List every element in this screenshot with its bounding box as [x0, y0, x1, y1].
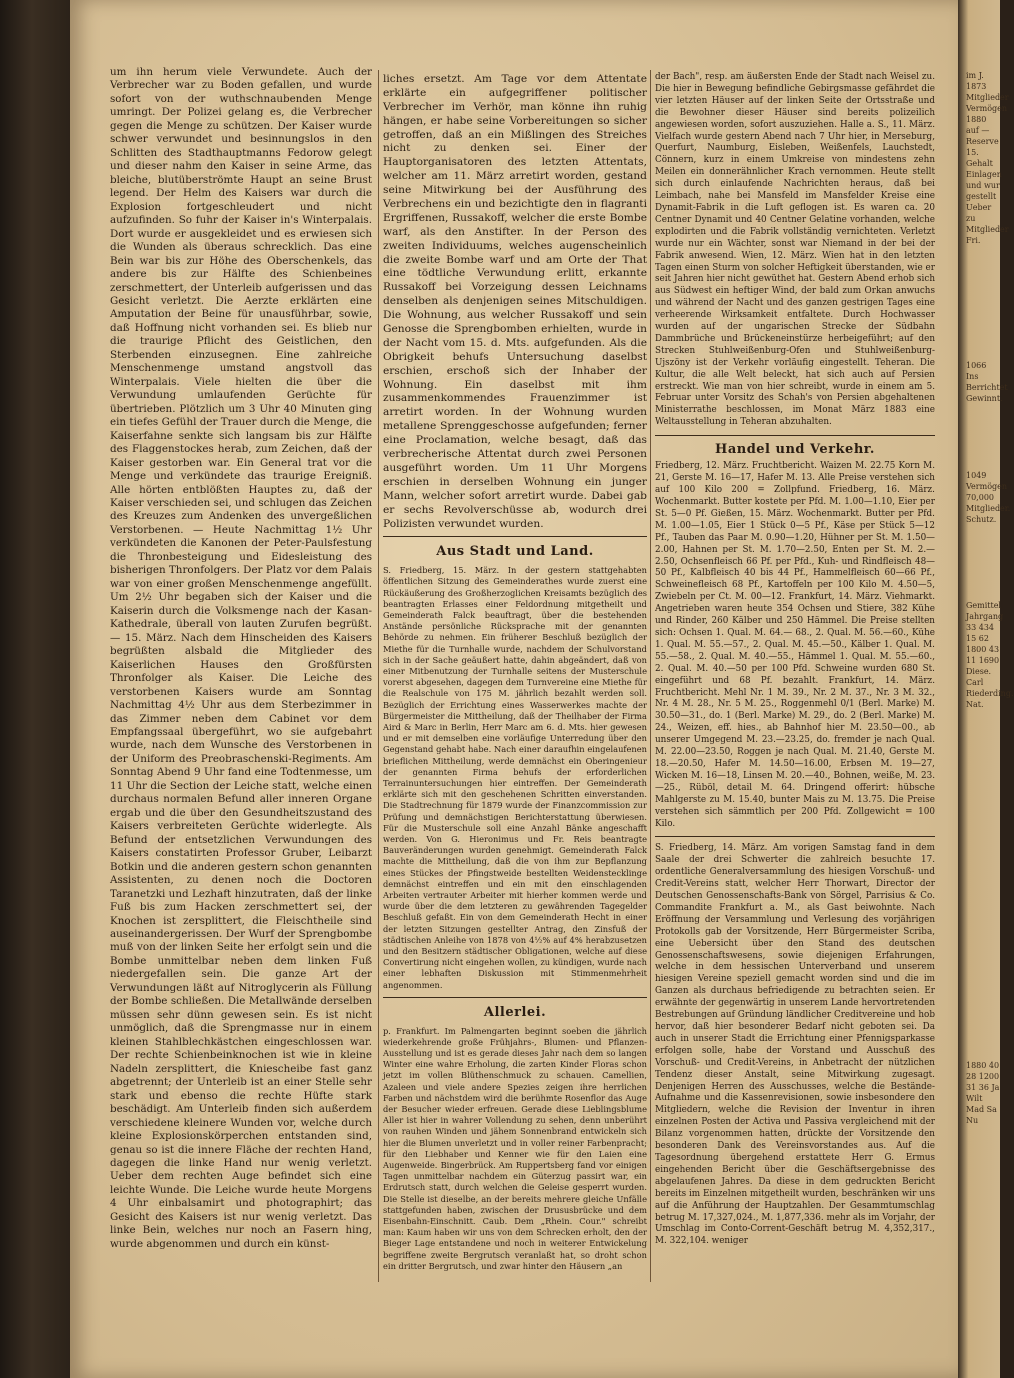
- column-3-text-top: der Bach", resp. am äußersten Ende der Stadt nach Weisel zu. Die hier in Bewegung befindliche Gebirgsmasse gefährdet die vier letzten Häuser auf der linken Seite der Ortsstraße und die Bewohner dieser Häuser sind bereits polizeilich angewiesen worden, sofort auszuziehen. Halle a. S., 11. März. Vielfach wurde gestern Abend nach 7 Uhr hier, in Merseburg, Querfurt, Naumburg, Eisleben, Weißenfels, Lauchstedt, Cönnern, kurz in einem Umkreise von mindestens zehn Meilen ein donnerähnlicher Krach vernommen. Heute stellt sich durch einlaufende Nachrichten heraus, daß bei Leimbach, nahe bei Mansfeld im Mansfelder Kreise eine Dynamit-Fabrik in die Luft geflogen ist. Es waren ca. 20 Centner Dynamit und 40 Centner Gelatine vorhanden, welche explodirten und die Fabrik vollständig vernichteten. Verletzt wurde nur ein Wächter, sonst war Niemand in der bei der Fabrik anwesend. Wien, 12. März. Wien hat in den letzten Tagen einen Sturm von solcher Heftigkeit überstanden, wie er seit Jahren hier nicht gewüthet hat. Gestern Abend erhob sich aus Südwest ein heftiger Wind, der bald zum Orkan anwuchs und während der Nacht und des ganzen gestrigen Tages eine verheerende Wirksamkeit entfaltete. Durch Hochwasser wurden auf der ungarischen Strecke der Südbahn Dammbrüche und Brückeneinstürze herbeigeführt; auf den Strecken Stuhlweißenburg-Ofen und Stuhlweißenburg-Ujszöny ist der Verkehr vorläufig eingestellt. Teheran. Die Kultur, die alle Welt beleckt, hat sich auch auf Persien erstreckt. Wie man von hier schreibt, wurde in einem am 5. Februar unter Vorsitz des Schah's von Persien abgehaltenen Ministerrathe beschlossen, im Monat März 1883 eine Weltausstellung in Teheran abzuhalten.: [655, 72, 935, 428]
- column-divider-1: [378, 70, 379, 1282]
- miscellany-text: p. Frankfurt. Im Palmengarten beginnt soeben die jährlich wiederkehrende große Frühjahrs-, Blumen- und Pflanzen-Ausstellung und ist es gerade dieses Jahr nach dem so langen Winter eine wahre Erholung, die zarten Kinder Floras schon jetzt im vollen Blüthenschmuck zu schauen. Camellien, Azaleen und viele andere Spezies zeigen ihre herrlichen Farben und nächstdem wird die berühmte Rosenflor das Auge der Besucher wieder erfreuen. Gerade diese Lieblingsblume Aller ist hier in wahrer Vollendung zu sehen, denn unberührt von rauhen Winden und jähem Sonnenbrand entwickeln sich hier die Blumen unverletzt und in voller reiner Farbenpracht; für den Liebhaber und Kenner wie für den Laien eine Augenweide. Bingerbrück. Am Ruppertsberg fand vor einigen Tagen unmittelbar nachdem ein Güterzug passirt war, ein Erdrutsch statt, durch welchen die Geleise gesperrt wurden. Die Stelle ist dieselbe, an der bereits mehrere gleiche Unfälle stattgefunden haben, zwischen der Drususbrücke und dem Eisenbahn-Einschnitt. Caub. Dem „Rhein. Cour." schreibt man: Kaum haben wir uns von dem Schrecken erholt, den der Bieger Lage entstandene und noch in weiterer Entwickelung begriffene zweite Bergrutsch veranlaßt hat, so droht schon ein dritter Bergrutsch, und zwar hinter den Häusern „an: [383, 1025, 647, 1271]
- section-divider: [655, 435, 935, 436]
- column-divider-2: [650, 70, 651, 1282]
- column-1: [110, 66, 372, 1251]
- section-heading-local-news: Aus Stadt und Land.: [436, 544, 594, 560]
- trade-text: Friedberg, 12. März. Fruchtbericht. Waizen M. 22.75 Korn M. 21, Gerste M. 16—17, Hafer M. 13. Alle Preise verstehen sich auf 100 Kilo 200 = Zollpfund. Friedberg, 16. März. Wochenmarkt. Butter kostete per Pfd. M. 1.00—1.10, Eier per St. 5—0 Pf. Gießen, 15. März. Wochenmarkt. Butter per Pfd. M. 1.00—1.05, Eier 1 Stück 0—5 Pf., Käse per Stück 5—12 Pf., Tauben das Paar M. 0.90—1.20, Hühner per St. M. 1.50—2.00, Hahnen per St. M. 1.70—2.50, Enten per St. M. 2.—2.50, Ochsenfleisch 66 Pf. per Pfd., Kuh- und Rindfleisch 48—50 Pf., Kalbfleisch 40 bis 44 Pf., Hammelfleisch 60—66 Pf., Schweinefleisch 68 Pf., Kartoffeln per 100 Kilo M. 4.50—5, Zwiebeln per Ct. M. 00—12. Frankfurt, 14. März. Viehmarkt. Angetrieben waren heute 354 Ochsen und Stiere, 382 Kühe und Rinder, 260 Kälber und 250 Hämmel. Die Preise stellten sich: Ochsen 1. Qual. M. 64.— 68., 2. Qual. M. 56.—60., Kühe 1. Qual. M. 55.—57., 2. Qual. M. 45.—50., Kälber 1. Qual. M. 55.—58., 2. Qual. M. 40.—55., Hämmel 1. Qual. M. 55.—60., 2. Qual. M. 40.—50 per 100 Pfd. Schweine wurden 680 St. eingeführt und 68 Pf. bezahlt. Frankfurt, 14. März. Fruchtbericht. Mehl Nr. 1 M. 39., Nr. 2 M. 37., Nr. 3 M. 32., Nr. 4 M. 28., Nr. 5 M. 25., Roggenmehl 0/1 (Berl. Marke) M. 30.50—31., do. 1 (Berl. Marke) M. 29., do. 2 (Berl. Marke) M. 24., Weizen, eff. hies., ab Bahnhof hier M. 23.50—00., ab unserer Umgegend M. 23.—23.25, do. fremder je nach Qual. M. 22.00—23.50, Roggen je nach Qual. M. 21.40, Gerste M. 18.—20.50, Hafer M. 14.50—16.00, Erbsen M. 19—27, Wicken M. 16—18, Linsen M. 20.—40., Bohnen, weiße, M. 23.—25., Rüböl, detail M. 64. Dringend offerirt: hübsche Mahlgerste zu M. 15.40, bunter Mais zu M. 13.75. Die Preise verstehen sich sämmtlich per 200 Pfd. Zollgewicht = 100 Kilo.: [655, 461, 935, 829]
- margin-strip-1: im J. 1873 Mitglieder Vermögen 1880 auf — Reserve 15. Gehalt Einlagen und wur gestellt Ueber zu Mitglieder Fri.: [966, 71, 1009, 245]
- margin-strip-5: 1880 40 28 1200 31 36 Ja Wilt Mad Sa Nu: [966, 1061, 1000, 1125]
- section-divider: [383, 997, 647, 998]
- column-3-text-bottom: S. Friedberg, 14. März. Am vorigen Samstag fand in dem Saale der drei Schwerter die zahlreich besuchte 17. ordentliche Generalversammlung des hiesigen Vorschuß- und Credit-Vereins statt, welcher Herr Thorwart, Director der Deutschen Genossenschafts-Bank von Sörgel, Parrisius & Co. Commandite Frankfurt a. M., als Gast beiwohnte. Nach Eröffnung der Versammlung und Verlesung des vorjährigen Protokolls gab der Vorsitzende, Herr Bürgermeister Scriba, eine Uebersicht über den Stand des deutschen Genossenschaftswesens, sowie diejenigen Erfahrungen, welche in dem hessischen Unterverband und unserem hiesigen Vereine speziell gemacht worden sind und die im Ganzen als durchaus befriedigende zu betrachten seien. Er erwähnte der gegenwärtig in unserem Lande hervortretenden Bestrebungen auf Gründung ländlicher Creditvereine und hob hervor, daß hier besonderer Bedarf nicht geboten sei. Da auch in unserer Stadt die Errichtung einer Pfennigsparkasse erfolgen solle, habe der Vorstand und Ausschuß des Vorschuß- und Credit-Vereins, in Anbetracht der nützlichen Tendenz dieser Anstalt, seine Mitwirkung zugesagt. Denjenigen Herren des Ausschusses, welche die Bestände-Aufnahme und die Kassenrevisionen, sowie insbesondere den Mitgliedern, welche die Revision der Inventur in ihren einzelnen Posten der Activa und Passiva vergleichend mit der Bilanz vorgenommen hatten, drückte der Vorsitzende den besonderen Dank des Vereinsvorstandes aus. Auf die Tagesordnung übergehend erstattete Herr G. Ermus eingehenden Bericht über die Geschäftsergebnisse des abgelaufenen Jahres. Da diese in dem gedruckten Bericht bereits im Einzelnen mitgetheilt wurden, beschränken wir uns auf die Anführung der Hauptzahlen. Der Gesammtumschlag betrug M. 17,327,024., M. 1,877,336. mehr als im Vorjahr, der Umschlag im Conto-Corrent-Geschäft betrug M. 4,352,317., M. 322,104. weniger: [655, 843, 935, 1247]
- margin-strip-2: 1066 Ins Berrichtet Gewinnt.: [966, 361, 1008, 403]
- section-divider: [655, 836, 935, 837]
- margin-strip-4: Gemittel Jahrgang 33 434 15 62 1800 43 11 1690 Diese. Carl Riederding. Nat.: [966, 601, 1014, 709]
- section-heading-trade: Handel und Verkehr.: [715, 442, 875, 458]
- local-news-text: S. Friedberg, 15. März. In der gestern stattgehabten öffentlichen Sitzung des Gemeinderathes wurde zuerst eine Rückäußerung des Großherzoglichen Kreisamts bezüglich des beantragten Erlasses einer Feldordnung mitgetheilt und Gemeinderath Falck beauftragt, über die bestehenden Anstände persönliche Rücksprache mit der genannten Behörde zu nehmen. Ein früherer Beschluß bezüglich der Miethe für die Turnhalle wurde, nachdem der Schulvorstand sich in der Sache geäußert hatte, dahin abgeändert, daß von einer Mitbenutzung der Turnhalle seitens der Musterschule vorerst abgesehen, dagegen dem Turnvereine eine Miethe für die Realschule von 175 M. jährlich bezahlt werden soll. Bezüglich der Errichtung eines Wasserwerkes machte der Bürgermeister die Mittheilung, daß der Theilhaber der Firma Aird & Marc in Berlin, Herr Marc am 6. d. Mts. hier gewesen und er mit demselben eine vorläufige Unterredung über den Gegenstand gehabt habe. Nach einer daraufhin eingelaufenen brieflichen Mittheilung, werde demnächst ein Oberingenieur der genannten Firma behufs der erforderlichen Terrainuntersuchungen hier eintreffen. Der Gemeinderath erklärte sich mit den geschehenen Schritten einverstanden. Die Stadtrechnung für 1879 wurde der Finanzcommission zur Prüfung und demnächstigen Berichterstattung überwiesen. Für die Musterschule soll eine Anzahl Bänke angeschafft werden. Von G. Hieronimus und Fr. Reis beantragte Bauveränderungen wurden genehmigt. Gemeinderath Falck machte die Mittheilung, daß die von ihm zur Bepflanzung eines Stückes der Pfingstweide bestellten Weidenstecklinge demnächst eintreffen und ein mit den einschlagenden Arbeiten vertrauter Arbeiter mit hierher kommen werde und wurde über die dem letzteren zu gewährenden Tagegelder Beschluß gefaßt. Ein von dem Gemeinderath Hecht in einer der letzten Sitzungen gestellter Antrag, den Zinsfuß der städtischen Anleihe von 1878 von 4½% auf 4% herabzusetzen und den Besitzern städtischer Obligationen, welche auf diese Convertirung nicht eingehen wollen, zu kündigen, wurde nach einer lebhaften Diskussion mit Stimmenmehrheit angenommen.: [383, 565, 647, 990]
- column-2-text-top: liches ersetzt. Am Tage vor dem Attentate erklärte ein aufgegriffener politischer Verbrecher im Verhör, man könne ihn ruhig hängen, er habe seine Vorbereitungen so sicher getroffen, daß an ein Mißlingen des Streiches nicht zu denken sei. Einer der Hauptorganisatoren des letzten Attentats, welcher am 11. März arretirt worden, gestand seine Mitwirkung bei der Ausführung des Verbrechens ein und bezichtigte den in flagranti Ergriffenen, Russakoff, welcher die erste Bombe warf, als den Anstifter. In der Person des zweiten Individuums, welches augenscheinlich die zweite Bombe warf und am Orte der That eine tödtliche Verwundung erlitt, erkannte Russakoff bei Vorzeigung dessen Leichnams denselben als denjenigen seines Mitschuldigen. Die Wohnung, aus welcher Russakoff und sein Genosse die Sprengbomben erhielten, wurde in der Nacht vom 15. d. Mts. aufgefunden. Als die Obrigkeit behufs Untersuchung daselbst erschien, erschoß sich der Inhaber der Wohnung. Ein daselbst mit ihm zusammenkommendes Frauenzimmer ist arretirt worden. In der Wohnung wurden metallene Sprenggeschosse aufgefunden; ferner eine Proclamation, welche besagt, daß das verbrecherische Attentat durch zwei Personen ausgeführt worden. Um 11 Uhr Morgens erschien in derselben Wohnung ein junger Mann, welcher sofort arretirt wurde. Dabei gab er sechs Revolverschüsse ab, wodurch drei Polizisten verwundet wurden.: [383, 72, 647, 530]
- margin-strip-3: 1049 Vermögen 70,000 Mitglieder. Schutz.: [966, 471, 1011, 524]
- section-heading-miscellany: Allerlei.: [483, 1004, 547, 1020]
- column-1-text: um ihn herum viele Verwundete. Auch der Verbrecher war zu Boden gefallen, und wurde sofort von der wuthschnaubenden Menge umringt. Der Polizei gelang es, die Verbrecher gegen die Menge zu schützen. Der Kaiser wurde schwer verwundet und besinnungslos in den Schlitten des Stadthauptmanns Fedorow gelegt und dieser nahm den Kaiser in seine Arme, das bleiche, blutüberströmte Haupt an seine Brust legend. Der Helm des Kaisers war durch die Explosion fortgeschleudert und nicht aufzufinden. So fuhr der Kaiser in's Winterpalais. Dort wurde er ausgekleidet und es erwiesen sich die Wunden als überaus schrecklich. Das eine Bein war bis zur Höhe des Oberschenkels, das andere bis zur Hälfte des Schienbeines zerschmettert, der Unterleib aufgerissen und das Gesicht verletzt. Die Aerzte erklärten eine Amputation der Beine für unausführbar, sowie, daß Hoffnung nicht vorhanden sei. Es blieb nur die traurige Pflicht des Geistlichen, den Sterbenden einzusegnen. Eine zahlreiche Menschenmenge umstand angstvoll das Winterpalais. Viele hielten die über die Verwundung umlaufenden Gerüchte für übertrieben. Plötzlich um 3 Uhr 40 Minuten ging ein tiefes Gefühl der Trauer durch die Menge, die Kaiserfahne senkte sich langsam bis zur Hälfte des Flaggenstockes herab, zum Zeichen, daß der Kaiser gestorben war. Ein General trat vor die Menge und verkündete das traurige Ereigniß. Alle hörten entblößten Hauptes zu, daß der Kaiser verschieden sei, und schlugen das Zeichen des Kreuzes zum Andenken des unvergeßlichen Verstorbenen. — Heute Nachmittag 1½ Uhr verkündeten die Kanonen der Peter-Paulsfestung die Thronbesteigung und Eidesleistung des bisherigen Thronfolgers. Der Platz vor dem Palais war von einer großen Menschenmenge angefüllt. Um 2½ Uhr begaben sich der Kaiser und die Kaiserin durch die Volksmenge nach der Kasan-Kathedrale, überall von lauten Zurufen begrüßt. — 15. März. Nach dem Hinscheiden des Kaisers begrüßten alsbald die Mitglieder des Kaiserlichen Hauses den Großfürsten Thronfolger als Kaiser. Die Leiche des verstorbenen Kaisers wurde am Sonntag Nachmittag 4½ Uhr aus dem Sterbezimmer in das Zimmer neben dem Cabinet vor dem Empfangssaal übergeführt, wo sie aufgebahrt wurde, nach dem Wunsche des Verstorbenen in der Uniform des Preobraschenski-Regiments. Am Sonntag Abend 9 Uhr fand eine Todtenmesse, um 11 Uhr die Section der Leiche statt, welche einen durchaus normalen Befund aller inneren Organe ergab und die über den Gesundheitszustand des Kaisers verbreiteten Gerüchte widerlegte. Als Befund der entsetzlichen Verwundungen des Kaisers constatirten Professor Gruber, Leibarzt Botkin und die anderen gestern schon genannten Assistenten, zu denen noch die Doctoren Taranetzki und Lezhaft hinzutraten, daß der linke Fuß bis zum Hacken zerschmettert sei, der Knochen ist zersplittert, die Fleischtheile sind auseinandergerissen. Der Wurf der Sprengbombe muß von der linken Seite her erfolgt sein und die Bombe unmittelbar neben dem linken Fuß niedergefallen sein. Die ganze Art der Verwundungen läßt auf Nitroglycerin als Füllung der Bombe schließen. Die Metallwände derselben müssen sehr dünn gewesen sein. Es ist nicht unmöglich, daß die Sprengmasse nur in einem kleinen Stahlblechkästchen eingeschlossen war. Der rechte Schienbeinknochen ist wie in kleine Nadeln zersplittert, die Kniescheibe fast ganz abgetrennt; der Unterleib ist an einer Stelle sehr stark und ebenso die rechte Hüfte stark beschädigt. Am Unterleib finden sich außerdem verschiedene kleinere Wunden vor, welche durch kleine Explosionskörperchen entstanden sind, genau so ist die innere Fläche der rechten Hand, dagegen die linke Hand nur wenig verletzt. Ueber dem rechten Auge befindet sich eine leichte Wunde. Die Leiche wurde heute Morgens 4 Uhr einbalsamirt und photographirt; das Gesicht des Kaisers ist nur wenig verletzt. Das linke Bein, welches nur noch an Fasern hing, wurde abgenommen und durch ein künst-: [110, 66, 372, 1250]
- column-2: [383, 72, 647, 1272]
- column-3: [655, 72, 935, 1248]
- section-divider: [383, 536, 647, 537]
- book-binding: [0, 0, 70, 1378]
- adjacent-page-edge: [958, 0, 1014, 1378]
